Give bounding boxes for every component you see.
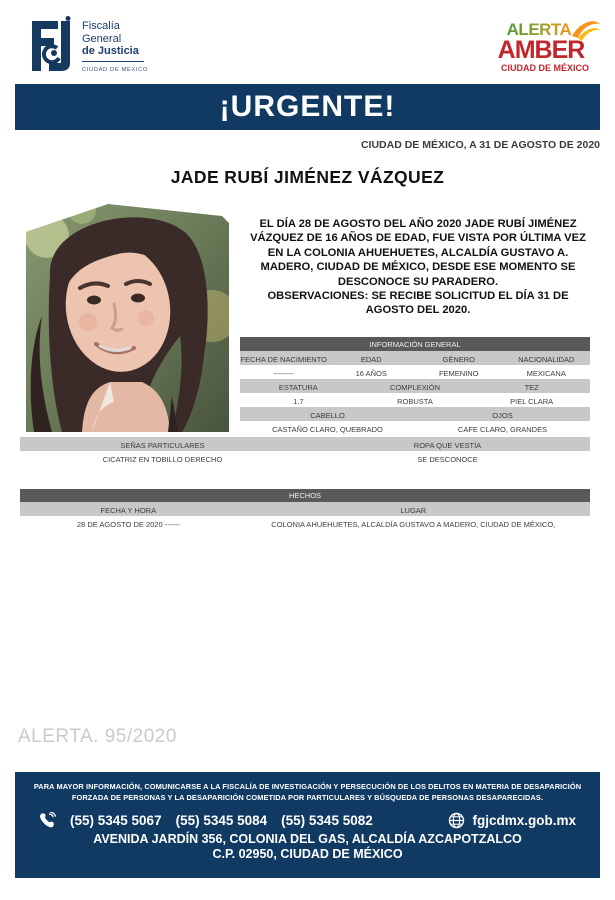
address-line-1: AVENIDA JARDÍN 356, COLONIA DEL GAS, ALCALDÍA AZCAPOTZALCO [93, 832, 522, 846]
phone-number-3: (55) 5345 5082 [281, 813, 373, 828]
missing-person-photo [22, 196, 229, 432]
senas-particulares-section [20, 437, 590, 465]
contact-row [15, 812, 600, 829]
footer [15, 772, 600, 878]
amber-word-alerta: ALERTA [506, 20, 572, 39]
value-ojos: CAFE CLARO, GRANDES [457, 424, 548, 434]
fgj-subtitle: CIUDAD DE MÉXICO [82, 66, 148, 73]
case-description-main: EL DÍA 28 DE AGOSTO DEL AÑO 2020 JADE RUBÍ JIMÉNEZ VÁZQUEZ DE 16 AÑOS DE EDAD, FUE VISTA POR ÚLTIMA VEZ EN LA COLONIA AHUEHUETES, ALCALDÍA GUSTAVO A. MADERO, CIUDAD DE MÉXICO, DESDE ESE MOMENTO SE DESCONOCE SU PARADERO. [250, 218, 586, 288]
fgj-wordmark [82, 16, 148, 76]
case-description [243, 217, 593, 318]
value-fecha-nacimiento: -------- [273, 368, 294, 378]
header-cabello: CABELLO [310, 410, 345, 420]
value-fecha-y-hora: 28 DE AGOSTO DE 2020 ------ [76, 519, 180, 529]
missing-person-name: JADE RUBÍ JIMÉNEZ VÁZQUEZ [170, 167, 445, 187]
hechos-section [20, 489, 590, 530]
fgj-monogram-icon [28, 16, 74, 74]
info-general-header-row-3 [240, 407, 590, 421]
header-ojos: OJOS [492, 410, 513, 420]
amber-word-amber: AMBER [497, 36, 585, 64]
hechos-value-row [20, 516, 590, 530]
website-url: fgjcdmx.gob.mx [472, 813, 576, 828]
hechos-title: HECHOS [20, 489, 590, 502]
value-estatura: 1.7 [293, 396, 304, 406]
header-tez: TEZ [524, 382, 539, 392]
value-lugar: COLONIA AHUEHUETES, ALCALDÍA GUSTAVO A MADERO, CIUDAD DE MÉXICO, [271, 519, 556, 529]
website-group [448, 812, 576, 829]
case-description-observaciones: OBSERVACIONES: SE RECIBE SOLICITUD EL DÍA 31 DE AGOSTO DEL 2020. [267, 290, 569, 317]
senas-value-row [20, 451, 590, 465]
header-nacionalidad: NACIONALIDAD [518, 354, 575, 364]
address-line-2: C.P. 02950, CIUDAD DE MÉXICO [212, 847, 403, 861]
footer-info-text: PARA MAYOR INFORMACIÓN, COMUNICARSE A LA FISCALÍA DE INVESTIGACIÓN Y PERSECUCIÓN DE LOS DELITOS EN MATERIA DE DESAPARICIÓN FORZADA DE PERSONAS Y LA DESAPARICIÓN COMETIDA POR PARTICULARES Y BÚSQUEDA DE PERSONAS DESAPARECIDAS. [33, 782, 582, 802]
fgj-logo [28, 16, 148, 76]
header-fecha-nacimiento: FECHA DE NACIMIENTO [240, 354, 328, 364]
value-edad: 16 AÑOS [355, 368, 387, 378]
info-general-header-row-1 [240, 351, 590, 365]
value-genero: FEMENINO [438, 368, 479, 378]
value-senas-particulares: CICATRIZ EN TOBILLO DERECHO [102, 454, 223, 464]
urgente-banner [15, 84, 600, 130]
header-ropa-que-vestia: ROPA QUE VESTÍA [413, 440, 482, 450]
alert-number: ALERTA. 95/2020 [18, 726, 177, 747]
fgj-line1: Fiscalía [82, 20, 120, 32]
header-estatura: ESTATURA [278, 382, 318, 392]
info-general-title: INFORMACIÓN GENERAL [240, 337, 590, 351]
urgente-text: ¡URGENTE! [219, 90, 396, 123]
phone-number-1: (55) 5345 5067 [70, 813, 162, 828]
value-ropa-que-vestia: SE DESCONOCE [417, 454, 478, 464]
header-genero: GÉNERO [442, 354, 475, 364]
info-general-value-row-2 [240, 393, 590, 407]
senas-header-row [20, 437, 590, 451]
amber-word-cdmx: CIUDAD DE MÉXICO [500, 63, 590, 73]
header-fecha-y-hora: FECHA Y HORA [100, 505, 157, 515]
fgj-divider [82, 61, 144, 62]
globe-icon [448, 812, 465, 829]
value-nacionalidad: MEXICANA [526, 368, 566, 378]
header-lugar: LUGAR [400, 505, 427, 515]
value-complexion: ROBUSTA [397, 396, 433, 406]
amber-alert-logo [492, 16, 602, 80]
fgj-line3: de Justicia [82, 45, 139, 57]
header-senas-particulares: SEÑAS PARTICULARES [120, 440, 205, 450]
fgj-line2: General [82, 32, 122, 45]
value-cabello: CASTAÑO CLARO, QUEBRADO [272, 424, 383, 434]
header-complexion: COMPLEXIÓN [389, 382, 440, 392]
phone-number-2: (55) 5345 5084 [175, 813, 268, 828]
phone-icon [39, 812, 56, 829]
info-general-header-row-2 [240, 379, 590, 393]
info-general-value-row-3 [240, 421, 590, 435]
hechos-header-row [20, 502, 590, 516]
value-tez: PIEL CLARA [510, 396, 554, 406]
info-general-table [240, 337, 590, 435]
info-general-value-row-1 [240, 365, 590, 379]
date-line: CIUDAD DE MÉXICO, A 31 DE AGOSTO DE 2020 [360, 139, 600, 151]
header-edad: EDAD [360, 354, 382, 364]
